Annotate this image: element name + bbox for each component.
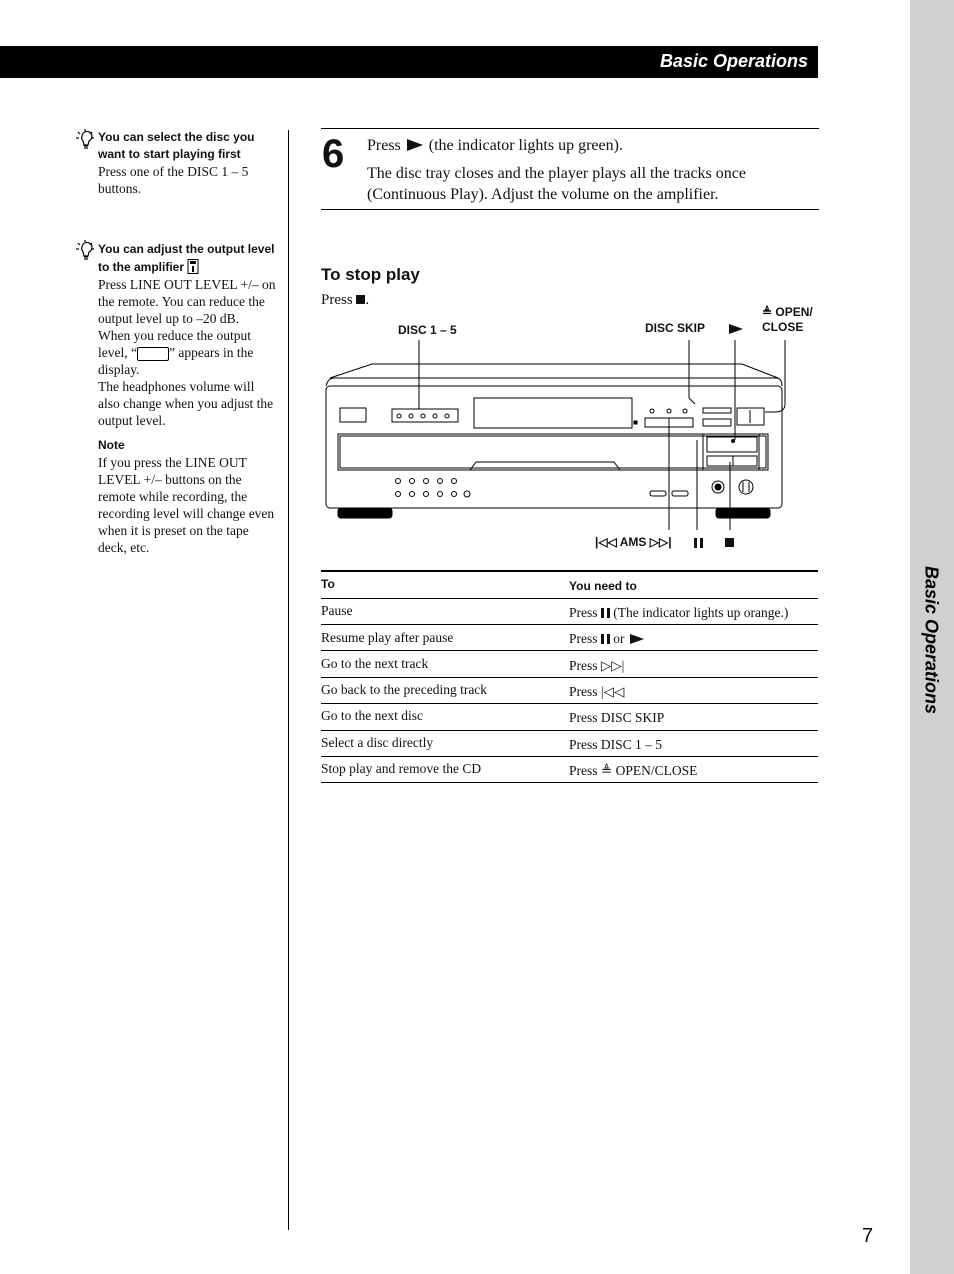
stop-play-heading: To stop play [321,265,420,284]
label-disc-1-5: DISC 1 – 5 [398,323,457,337]
page-number: 7 [862,1225,874,1247]
table-bottom-rule [321,782,818,783]
table-row-need [569,658,624,674]
tip-body: Press one of the DISC 1 – 5 buttons. [98,164,249,196]
table-row-need [569,631,646,647]
tip-body-1: Press LINE OUT LEVEL +/– on the remote. You can reduce the output level up to –20 dB. [98,277,276,326]
table-row-to: Go back to the preceding track [321,682,488,697]
note-heading: Note [98,438,125,452]
table-rule [321,677,818,678]
prev-track-icon: |◁◁ [600,684,625,699]
need-pre: Press [569,684,598,699]
tip-body-2-pre: When you reduce the output level, “ [98,328,251,360]
next-track-icon: ▷▷| [600,658,625,673]
tip-heading: You can adjust the output level to the amplifier [98,242,275,274]
need-pre: Press [569,605,598,620]
table-row-to: Resume play after pause [321,630,454,645]
table-rule [321,730,818,731]
need-post: (The indicator lights up orange.) [613,605,789,620]
table-rule [321,756,818,757]
table-rule [321,650,818,651]
table-header-need: You need to [569,579,637,593]
step-description: The disc tray closes and the player plays all the tracks once (Continuous Play). Adjust the volume on the amplifier. [367,164,746,203]
table-row-to: Pause [321,603,353,618]
label-disc-skip: DISC SKIP [645,321,706,335]
need-mid: or [613,631,625,646]
ams-text: AMS [619,535,647,549]
table-row-need [569,684,624,700]
table-row-to: Go to the next track [321,656,429,671]
table-rule [321,624,818,625]
pause-icon [601,608,610,618]
stop-press-text: Press [321,292,353,308]
pause-icon [601,634,610,644]
label-open-close-line2: CLOSE [762,320,804,334]
table-row-to: Select a disc directly [321,735,434,750]
need-pre: Press [569,631,598,646]
tip-body-3: The headphones volume will also change when you adjust the output level. [98,379,274,428]
play-icon [630,634,644,644]
need-pre: Press [569,658,598,673]
step-indicator-text: (the indicator lights up green). [428,137,623,154]
step-press: Press [367,137,401,154]
ams-next-icon: ▷▷| [649,535,672,549]
note-body: If you press the LINE OUT LEVEL +/– buttons on the remote while recording, the recording level will change even when it is preset on the tape deck, etc. [98,455,275,555]
table-top-rule [321,570,818,572]
label-open-close-line1: ≜ OPEN/ [762,305,813,319]
table-row-to: Go to the next disc [321,708,423,723]
table-header-to: To [321,577,335,591]
table-row-need: Press DISC SKIP [569,710,665,725]
table-row-need: Press DISC 1 – 5 [569,737,663,752]
stop-play-instruction: Press . [321,292,370,308]
ams-prev-icon: |◁◁ [595,535,617,549]
table-rule [321,703,818,704]
table-rule [321,598,818,599]
side-tab-label: Basic Operations [921,565,942,715]
tip-body-2-post: ” appears in the display. [98,345,254,377]
step-number: 6 [322,132,345,176]
header-title: Basic Operations [659,51,808,71]
table-row-to: Stop play and remove the CD [321,761,482,776]
tip-heading: You can select the disc you want to start playing first [98,130,255,161]
table-row-need: Press ≜ OPEN/CLOSE [569,763,698,778]
table-row-need [569,605,788,621]
